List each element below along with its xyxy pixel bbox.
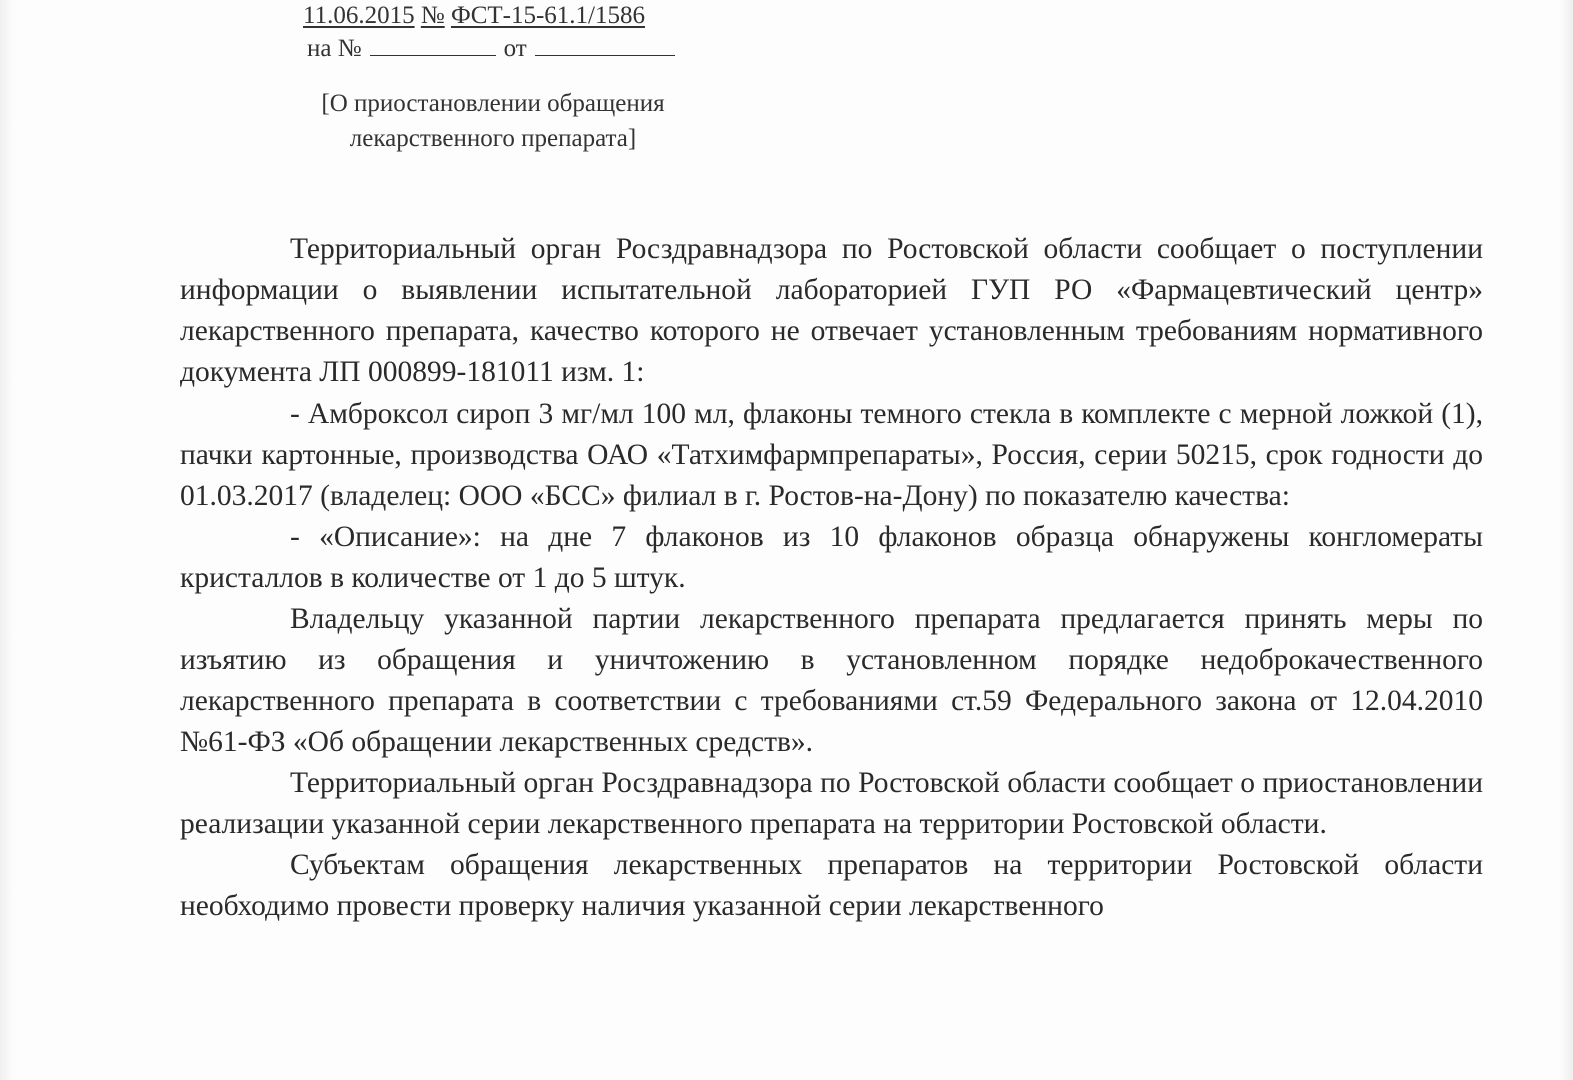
letter-body	[180, 229, 1483, 927]
letter-subject	[278, 86, 708, 156]
reply-number-label: на №	[307, 35, 362, 62]
scan-shadow-left	[0, 0, 14, 1080]
paragraph-notice: Территориальный орган Росздравнадзора по Ростовской области сообщает о поступлении информации о выявлении испытательной лабораторией ГУП РО «Фармацевтический центр» лекарственного препарата, качество которого не отвечает установленным требованиям нормативного документа ЛП 000899-181011 изм. 1:	[180, 233, 1483, 388]
outgoing-number: ФСТ-15-61.1/1586	[450, 2, 645, 29]
subject-line-1: [О приостановлении обращения	[321, 90, 665, 117]
paragraph-suspension-notice: Территориальный орган Росздравнадзора по Ростовской области сообщает о приостановлении реализации указанной серии лекарственного препарата на территории Ростовской области.	[180, 767, 1483, 840]
paragraph-quality-finding: - «Описание»: на дне 7 флаконов из 10 флаконов образца обнаружены конгломераты кристаллов в количестве от 1 до 5 штук.	[180, 521, 1483, 594]
outgoing-reference	[303, 0, 645, 32]
reply-date-blank	[535, 33, 675, 56]
paragraph-owner-instructions: Владельцу указанной партии лекарственного препарата предлагается принять меры по изъятию из обращения и уничтожению в установленном порядке недоброкачественного лекарственного препарата в соответствии с требованиями ст.59 Федерального закона от 12.04.2010 №61-ФЗ «Об обращении лекарственных средств».	[180, 603, 1483, 758]
reply-number-blank	[370, 33, 496, 56]
scan-shadow-right	[1559, 0, 1573, 1080]
reply-date-label: от	[503, 35, 527, 62]
subject-line-2: лекарственного препарата]	[349, 125, 637, 152]
outgoing-date: 11.06.2015	[303, 2, 415, 29]
paragraph-subjects-instructions: Субъектам обращения лекарственных препаратов на территории Ростовской области необходимо провести проверку наличия указанной серии лекарственного	[180, 849, 1483, 922]
paragraph-drug-description: - Амброксол сироп 3 мг/мл 100 мл, флаконы темного стекла в комплекте с мерной ложкой (1), пачки картонные, производства ОАО «Татхимфармпрепараты», Россия, серии 50215, срок годности до 01.03.2017 (владелец: ООО «БСС» филиал в г. Ростов-на-Дону) по показателю качества:	[180, 398, 1483, 512]
number-sign: №	[420, 2, 445, 29]
reply-reference	[307, 33, 683, 65]
